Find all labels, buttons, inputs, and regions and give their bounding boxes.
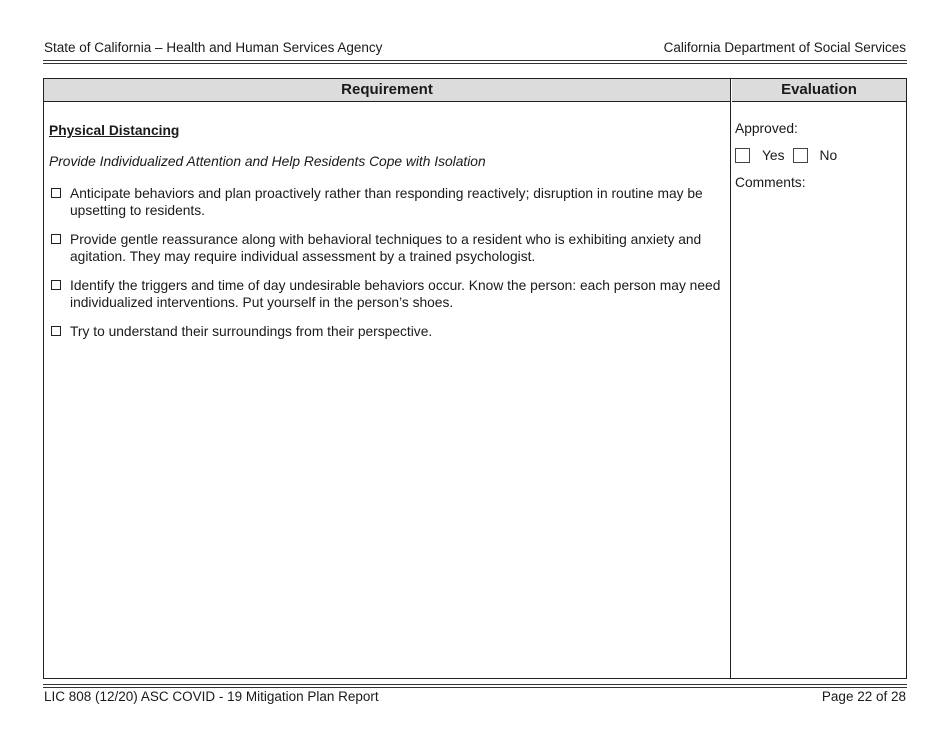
footer-rule-2 xyxy=(43,687,907,688)
yes-label: Yes xyxy=(762,148,785,163)
requirement-item xyxy=(49,185,725,219)
header-rule-2 xyxy=(43,63,907,64)
approval-options xyxy=(735,148,901,163)
column-divider xyxy=(730,79,731,678)
no-label: No xyxy=(819,148,838,163)
requirements-table xyxy=(43,78,907,679)
requirement-item-text: Anticipate behaviors and plan proactively rather than responding reactively; disruption in routine may be upsetting to residents. xyxy=(70,186,703,218)
footer-page-number: Page 22 of 28 xyxy=(821,689,906,704)
requirement-cell xyxy=(49,103,725,340)
checkbox-icon[interactable] xyxy=(51,188,61,198)
footer-rule xyxy=(43,684,907,685)
section-title: Physical Distancing xyxy=(49,123,180,138)
requirement-item xyxy=(49,323,725,340)
no-checkbox[interactable] xyxy=(793,148,808,163)
approved-label: Approved: xyxy=(735,121,798,136)
checkbox-icon[interactable] xyxy=(51,234,61,244)
yes-checkbox[interactable] xyxy=(735,148,750,163)
requirement-item xyxy=(49,231,725,265)
requirement-item-text: Try to understand their surroundings from their perspective. xyxy=(70,324,433,339)
requirement-item-text: Provide gentle reassurance along with behavioral techniques to a resident who is exhibiting anxiety and agitation. They may require individual assessment by a trained psychologist. xyxy=(70,232,702,264)
comments-label: Comments: xyxy=(735,175,806,190)
requirement-column-header: Requirement xyxy=(44,79,731,102)
checkbox-icon[interactable] xyxy=(51,326,61,336)
section-subtitle: Provide Individualized Attention and Help Residents Cope with Isolation xyxy=(49,154,486,169)
header-rule xyxy=(43,60,907,61)
header-department: California Department of Social Services xyxy=(663,40,906,55)
evaluation-column-header: Evaluation xyxy=(732,79,906,102)
requirement-item-text: Identify the triggers and time of day undesirable behaviors occur. Know the person: each person may need individualized interventions. Put yourself in the person’s shoes. xyxy=(70,278,721,310)
requirement-item xyxy=(49,277,725,311)
footer-form-id: LIC 808 (12/20) ASC COVID - 19 Mitigation Plan Report xyxy=(44,689,379,704)
evaluation-cell xyxy=(735,103,901,190)
checkbox-icon[interactable] xyxy=(51,280,61,290)
header-agency: State of California – Health and Human Services Agency xyxy=(44,40,383,55)
